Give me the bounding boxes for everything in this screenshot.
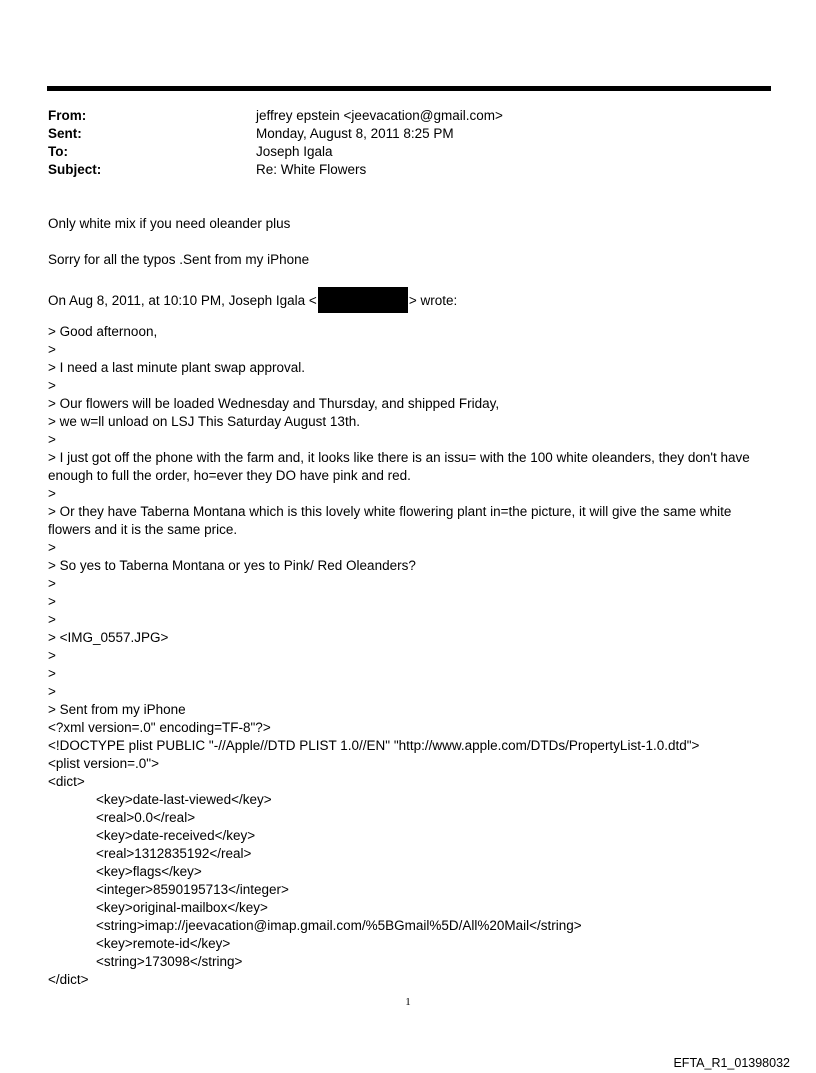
quoted-line: > So yes to Taberna Montana or yes to Pink/ Red Oleanders? bbox=[48, 558, 416, 573]
page-number: 1 bbox=[405, 996, 411, 1008]
from-label: From: bbox=[48, 108, 87, 123]
quoted-line: > I just got off the phone with the farm and, it looks like there is an issu= with the 100 white oleanders, they don't have enough to full the order, ho=ever they DO have pink and red. bbox=[48, 450, 750, 483]
quoted-line: > bbox=[48, 594, 56, 609]
quoted-line: > bbox=[48, 576, 56, 591]
plist-line: <string>173098</string> bbox=[96, 954, 243, 969]
plist-line: <?xml version=.0" encoding=TF-8"?> bbox=[48, 720, 271, 735]
plist-line: <key>remote-id</key> bbox=[96, 936, 231, 951]
quoted-line: > Or they have Taberna Montana which is this lovely white flowering plant in=the picture, it will give the same white flowers and it is the same price. bbox=[48, 504, 732, 537]
quoted-line: > <IMG_0557.JPG> bbox=[48, 630, 169, 645]
sent-label: Sent: bbox=[48, 126, 82, 141]
plist-line: <string>imap://jeevacation@imap.gmail.com/%5BGmail%5D/All%20Mail</string> bbox=[96, 918, 582, 933]
quoted-line: > bbox=[48, 684, 56, 699]
quoted-line: > Our flowers will be loaded Wednesday and Thursday, and shipped Friday, bbox=[48, 396, 500, 411]
body-line: Sorry for all the typos .Sent from my iPhone bbox=[48, 252, 310, 267]
quoted-line: > bbox=[48, 540, 56, 555]
quoted-line: > bbox=[48, 612, 56, 627]
header-rule bbox=[47, 86, 771, 91]
plist-line: <integer>8590195713</integer> bbox=[96, 882, 289, 897]
plist-line: <real>0.0</real> bbox=[96, 810, 196, 825]
from-value: jeffrey epstein <jeevacation@gmail.com> bbox=[256, 108, 503, 123]
quoted-line: > we w=ll unload on LSJ This Saturday August 13th. bbox=[48, 414, 360, 429]
quoted-line: > Sent from my iPhone bbox=[48, 702, 186, 717]
plist-line: <dict> bbox=[48, 774, 85, 789]
wrote-prefix: On Aug 8, 2011, at 10:10 PM, Joseph Igala < bbox=[48, 293, 317, 308]
quoted-line: > bbox=[48, 486, 56, 501]
plist-line: <real>1312835192</real> bbox=[96, 846, 252, 861]
quoted-line: > bbox=[48, 378, 56, 393]
plist-line: <key>flags</key> bbox=[96, 864, 202, 879]
plist-line: <key>date-received</key> bbox=[96, 828, 256, 843]
to-value: Joseph Igala bbox=[256, 144, 333, 159]
redaction-box bbox=[318, 287, 408, 313]
wrote-suffix: > wrote: bbox=[408, 293, 458, 308]
wrote-line bbox=[48, 287, 768, 313]
plist-line: <plist version=.0"> bbox=[48, 756, 159, 771]
quoted-line: > bbox=[48, 342, 56, 357]
plist-line: <!DOCTYPE plist PUBLIC "-//Apple//DTD PLIST 1.0//EN" "http://www.apple.com/DTDs/PropertyList-1.0.dtd"> bbox=[48, 738, 700, 753]
to-label: To: bbox=[48, 144, 68, 159]
plist-line: </dict> bbox=[48, 972, 89, 987]
plist-line: <key>original-mailbox</key> bbox=[96, 900, 268, 915]
plist-line: <key>date-last-viewed</key> bbox=[96, 792, 272, 807]
subject-value: Re: White Flowers bbox=[256, 162, 367, 177]
quoted-line: > bbox=[48, 666, 56, 681]
quoted-line: > Good afternoon, bbox=[48, 324, 158, 339]
subject-label: Subject: bbox=[48, 162, 102, 177]
quoted-line: > bbox=[48, 648, 56, 663]
quoted-line: > I need a last minute plant swap approval. bbox=[48, 360, 306, 375]
bates-number: EFTA_R1_01398032 bbox=[673, 1056, 790, 1070]
sent-value: Monday, August 8, 2011 8:25 PM bbox=[256, 126, 454, 141]
quoted-line: > bbox=[48, 432, 56, 447]
body-line: Only white mix if you need oleander plus bbox=[48, 216, 291, 231]
